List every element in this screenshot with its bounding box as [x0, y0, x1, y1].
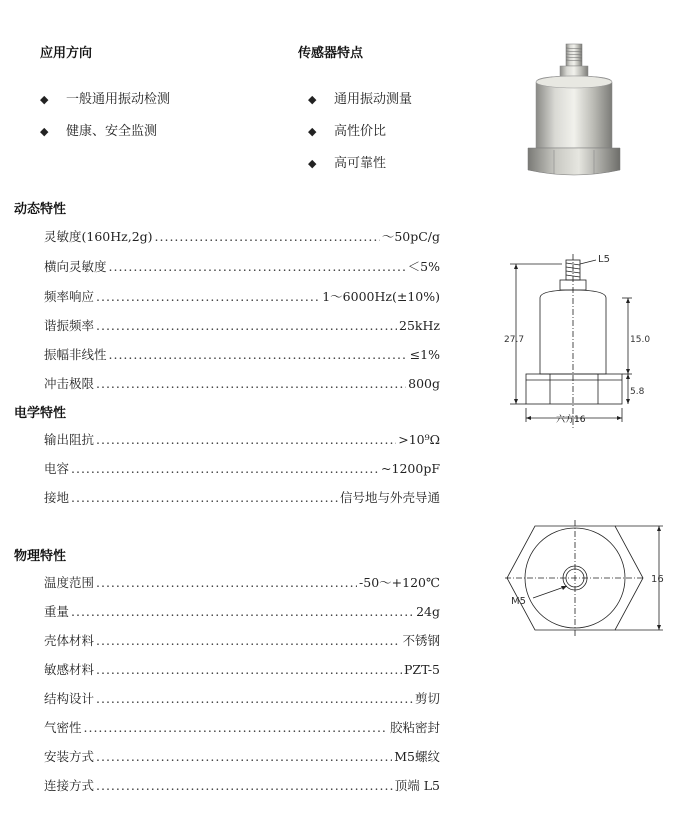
features-title: 传感器特点	[298, 46, 364, 61]
spec-row: 灵敏度(160Hz,2g) ..... ～50pC/g	[44, 227, 440, 247]
spec-row: 气密性 ..... 胶粘密封	[44, 718, 440, 738]
spec-row: 连接方式 ..... 顶端 L5	[44, 776, 440, 796]
spec-row: 安装方式 ..... M5螺纹	[44, 747, 440, 767]
bullet-diamond-icon: ◆	[40, 125, 49, 138]
side-view-drawing	[500, 250, 650, 440]
bullet-diamond-icon: ◆	[308, 157, 317, 170]
bullet-diamond-icon: ◆	[308, 93, 317, 106]
connector-label: L5	[598, 254, 610, 265]
spec-row: 壳体材料 ..... 不锈钢	[44, 631, 440, 651]
application-title: 应用方向	[40, 46, 93, 61]
spec-row: 电容 ..... ~1200pF	[44, 459, 440, 479]
feature-item: ◆ 高性价比	[308, 124, 387, 139]
spec-row: 敏感材料 ..... PZT-5	[44, 660, 440, 680]
spec-row: 冲击极限 ..... 800g	[44, 374, 440, 394]
hex-width-label: 六方16	[556, 415, 586, 425]
top-view-drawing	[505, 520, 670, 640]
spec-row: 结构设计 ..... 剪切	[44, 689, 440, 709]
bullet-diamond-icon: ◆	[40, 93, 49, 106]
spec-row: 横向灵敏度 ..... ＜5%	[44, 257, 440, 277]
feature-item: ◆ 通用振动测量	[308, 92, 413, 107]
feature-item: ◆ 高可靠性	[308, 156, 387, 171]
application-item: ◆ 健康、安全监测	[40, 124, 158, 139]
width-label: 16	[651, 574, 664, 585]
total-height-label: 27.7	[504, 335, 525, 345]
application-item: ◆ 一般通用振动检测	[40, 92, 171, 107]
hex-height-label: 5.8	[630, 387, 645, 397]
spec-row: 振幅非线性 ..... ≤1%	[44, 345, 440, 365]
physical-title: 物理特性	[14, 549, 67, 564]
dynamic-title: 动态特性	[14, 202, 67, 217]
sensor-photo	[520, 40, 630, 190]
spec-row: 谐振频率 ..... 25kHz	[44, 316, 440, 336]
thread-label: M5	[511, 596, 526, 607]
spec-row: 频率响应 ..... 1～6000Hz(±10%)	[44, 287, 440, 307]
spec-row: 重量 ..... 24g	[44, 602, 440, 622]
bullet-diamond-icon: ◆	[308, 125, 317, 138]
spec-row: 接地 ..... 信号地与外壳导通	[44, 488, 440, 508]
electrical-title: 电学特性	[14, 406, 67, 421]
body-height-label: 15.0	[630, 335, 650, 345]
spec-row: 温度范围 ..... -50～+120℃	[44, 573, 440, 593]
spec-row: 输出阻抗 ..... >10⁹Ω	[44, 430, 440, 450]
